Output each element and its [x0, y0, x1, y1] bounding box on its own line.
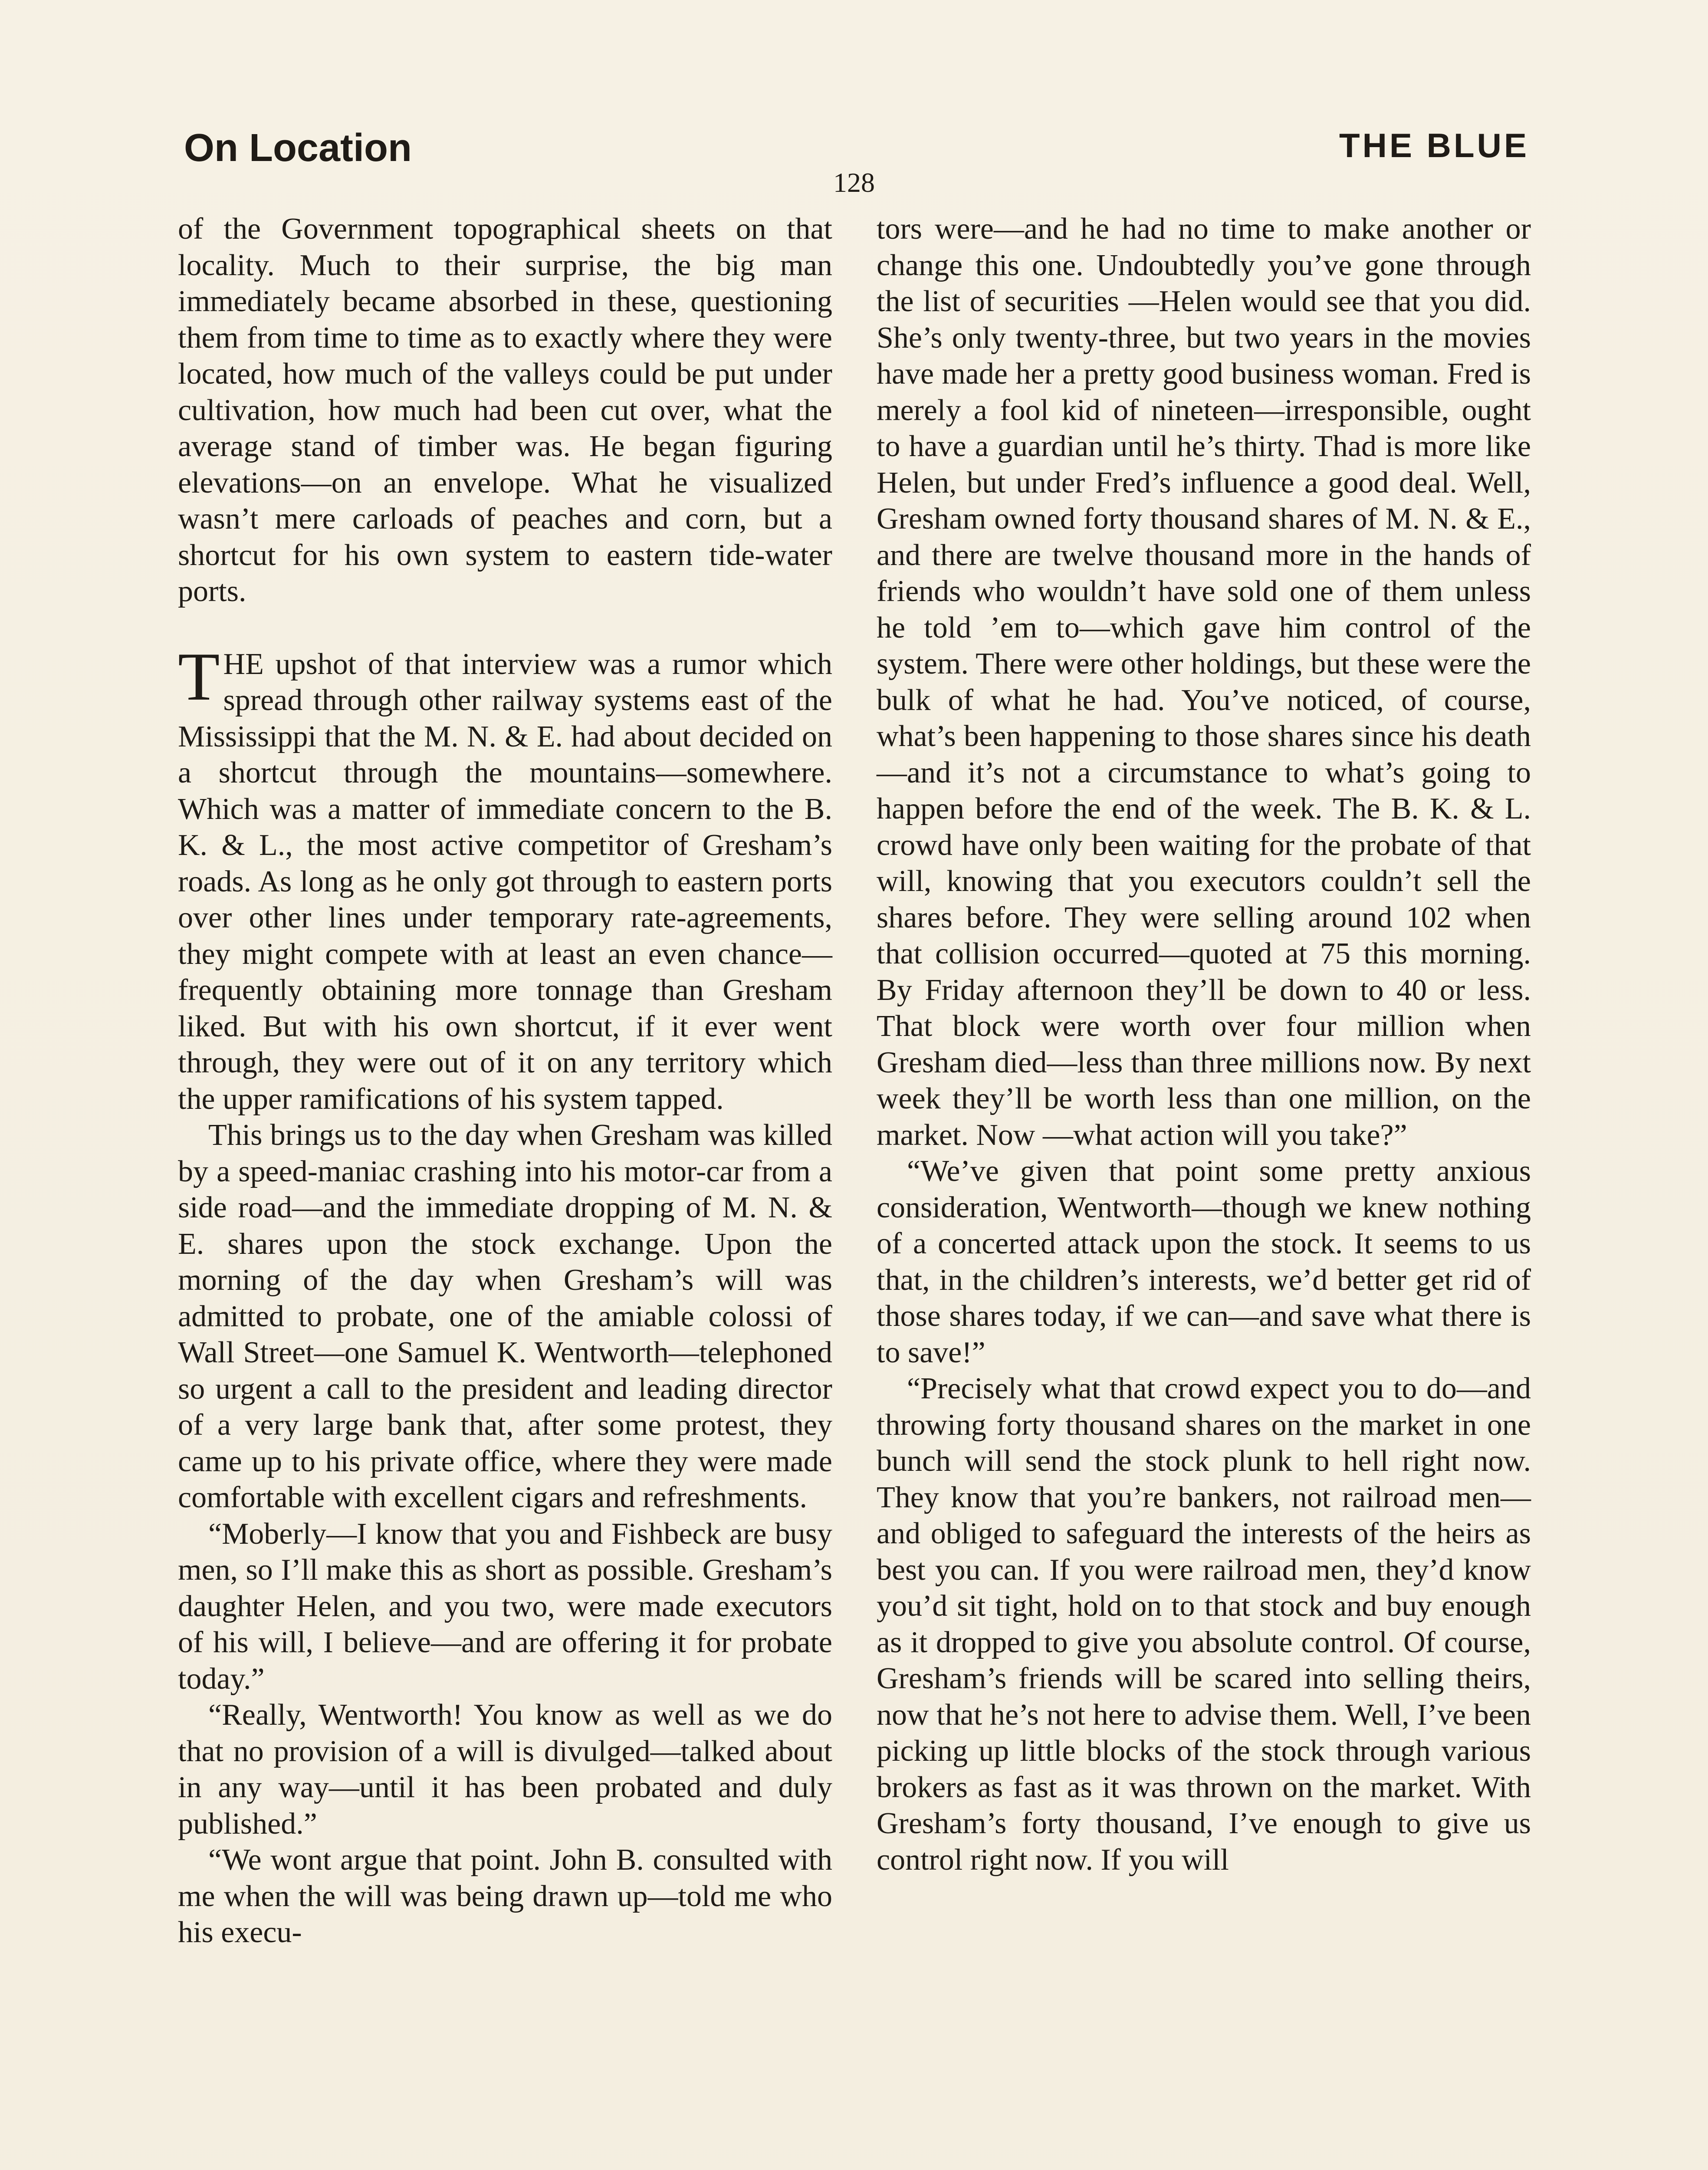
- magazine-title: THE BLUE: [1339, 126, 1529, 164]
- left-column: [178, 211, 832, 1951]
- paragraph: “We’ve given that point some pretty anxious consideration, Wentworth—though we knew nothing of a concerted attack upon the stock. It seems to us that, in the children’s interests, we’d better get rid of those shares today, if we can—and save what there is to save!”: [877, 1154, 1531, 1369]
- paragraph: tors were—and he had no time to make another or change this one. Undoubtedly you’ve gone through the list of securities —Helen would see that you did. She’s only twenty-three, but two years in the movies have made her a pretty good business woman. Fred is merely a fool kid of nineteen—irresponsible, ought to have a guardian until he’s thirty. Thad is more like Helen, but under Fred’s influence a good deal. Well, Gresham owned forty thousand shares of M. N. & E., and there are twelve thousand more in the hands of friends who wouldn’t have sold one of them unless he told ’em to—which gave him control of the system. There were other holdings, but these were the bulk of what he had. You’ve noticed, of course, what’s been happening to those shares since his death—and it’s not a circumstance to what’s going to happen before the end of the week. The B. K. & L. crowd have only been waiting for the probate of that will, knowing that you executors couldn’t sell the shares before. They were selling around 102 when that collision occurred—quoted at 75 this morning. By Friday afternoon they’ll be down to 40 or less. That block were worth over four million when Gresham died—less than three millions now. By next week they’ll be worth less than one million, on the market. Now —what action will you take?”: [877, 212, 1531, 1152]
- paragraph: This brings us to the day when Gresham was killed by a speed-maniac crashing into his motor-car from a side road—and the immediate dropping of M. N. & E. shares upon the stock exchange. Upon the morning of the day when Gresham’s will was admitted to probate, one of the amiable colossi of Wall Street—one Samuel K. Wentworth—telephoned so urgent a call to the president and leading director of a very large bank that, after some protest, they came up to his private office, where they were made comfortable with excellent cigars and refreshments.: [178, 1118, 832, 1514]
- paragraph: “Really, Wentworth! You know as well as we do that no provision of a will is divulged—talked about in any way—until it has been probated and duly published.”: [178, 1698, 832, 1841]
- section-opening-paragraph: [178, 638, 832, 1118]
- paragraph: “Moberly—I know that you and Fishbeck are busy men, so I’ll make this as short as possible. Gresham’s daughter Helen, and you two, were made executors of his will, I believe—and are offering it for probate today.”: [178, 1517, 832, 1696]
- section-opening-text: HE upshot of that interview was a rumor which spread through other railway systems east of the Mississippi that the M. N. & E. had about decided on a shortcut through the mountains—somewhere. Which was a matter of immediate concern to the B. K. & L., the most active competitor of Gresham’s roads. As long as he only got through to eastern ports over other lines under temporary rate-agreements, they might compete with at least an even chance—frequently obtaining more tonnage than Gresham liked. But with his own shortcut, if it ever went through, they were out of it on any territory which the upper ramifications of his system tapped.: [178, 647, 832, 1116]
- paragraph: “We wont argue that point. John B. consulted with me when the will was being drawn up—told me who his execu-: [178, 1843, 832, 1949]
- drop-cap: T: [178, 638, 220, 715]
- page-number: 128: [833, 167, 875, 198]
- right-column: [877, 211, 1531, 1878]
- section-title: On Location: [184, 126, 412, 170]
- section-break: [178, 610, 832, 646]
- paragraph: “Precisely what that crowd expect you to do—and throwing forty thousand shares on the market in one bunch will send the stock plunk to hell right now. They know that you’re bankers, not railroad men—and obliged to safeguard the interests of the heirs as best you can. If you were railroad men, they’d know you’d sit tight, hold on to that stock and buy enough as it dropped to give you absolute control. Of course, Gresham’s friends will be scared into selling theirs, now that he’s not here to advise them. Well, I’ve been picking up little blocks of the stock through various brokers as fast as it was thrown on the market. With Gresham’s forty thousand, I’ve enough to give us control right now. If you will: [877, 1372, 1531, 1877]
- paragraph: of the Government topographical sheets on that locality. Much to their surprise, the big man immediately became absorbed in these, questioning them from time to time as to exactly where they were located, how much of the valleys could be put under cultivation, how much had been cut over, what the average stand of timber was. He began figuring elevations—on an envelope. What he visualized wasn’t mere carloads of peaches and corn, but a shortcut for his own system to eastern tide-water ports.: [178, 212, 832, 608]
